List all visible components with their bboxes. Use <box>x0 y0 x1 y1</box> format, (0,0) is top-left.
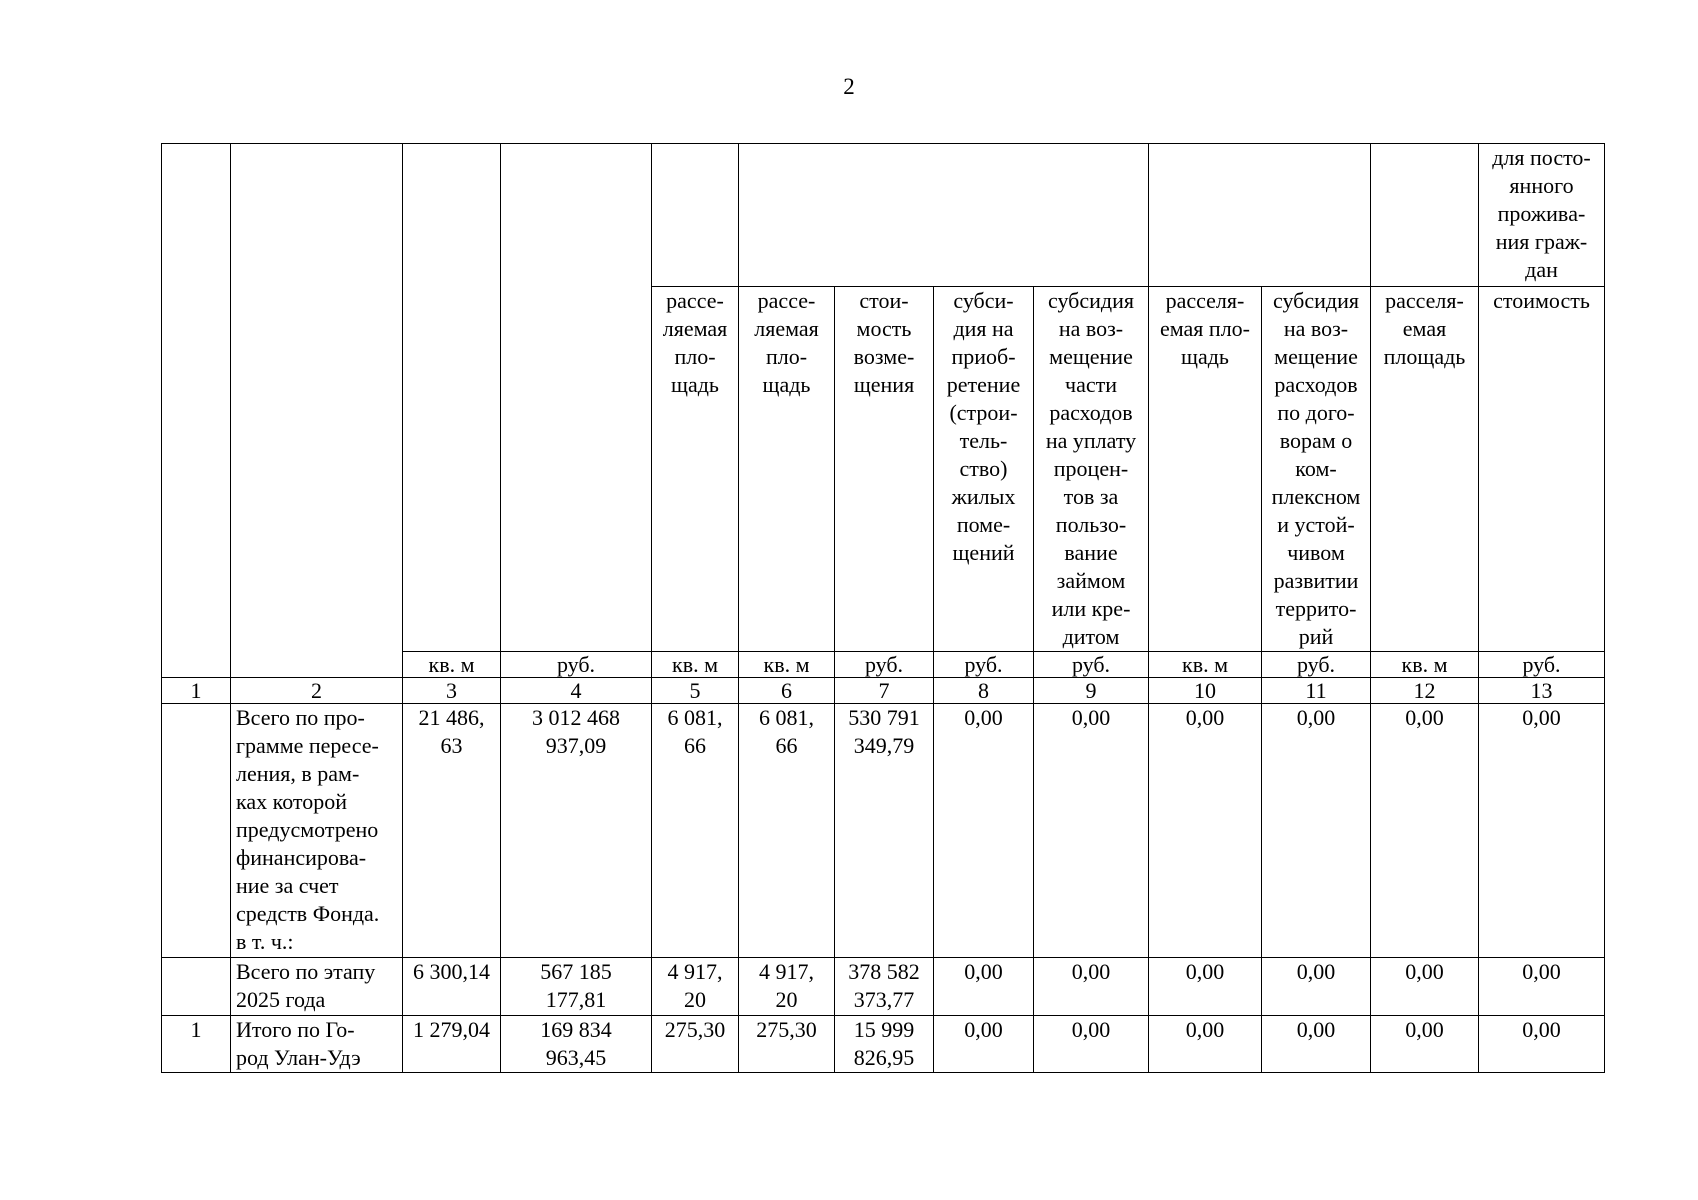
header-group-c6-c9 <box>739 144 1149 287</box>
header-caption-c11: субсидия на воз- мещение расходов по дого- ворам о ком- плексном и устой- чивом развитии террито- рий <box>1262 287 1371 652</box>
table-cell: 530 791 349,79 <box>835 704 934 958</box>
table-cell: 6 081, 66 <box>739 704 835 958</box>
column-number: 5 <box>652 678 739 704</box>
table-cell: 0,00 <box>1371 1016 1479 1073</box>
column-number: 7 <box>835 678 934 704</box>
header-group-c10-c11 <box>1149 144 1371 287</box>
table-cell: 1 279,04 <box>403 1016 501 1073</box>
page-number: 2 <box>843 74 855 99</box>
header-cell-c13-top: для посто- янного проживa- ния граж- дан <box>1479 144 1605 287</box>
unit-c4: руб. <box>501 652 652 678</box>
table-cell: 0,00 <box>1479 704 1605 958</box>
column-number-row <box>162 678 1605 704</box>
resettlement-table <box>161 143 1605 1073</box>
column-number: 2 <box>231 678 403 704</box>
unit-c10: кв. м <box>1149 652 1262 678</box>
table-row <box>162 704 1605 958</box>
table-cell: 0,00 <box>1034 1016 1149 1073</box>
table-row <box>162 958 1605 1016</box>
header-row-top <box>162 144 1605 287</box>
header-caption-c12: расселя- емая площадь <box>1371 287 1479 652</box>
column-number: 9 <box>1034 678 1149 704</box>
row-label: Всего по про- грамме пересе- ления, в рам- ках которой предусмотрено финансирова- ние за счет средств Фонда. в т. ч.: <box>231 704 403 958</box>
header-caption-c13: стоимость <box>1479 287 1605 652</box>
table-cell: 0,00 <box>1262 704 1371 958</box>
table-cell: 0,00 <box>1149 1016 1262 1073</box>
column-number: 12 <box>1371 678 1479 704</box>
column-number: 13 <box>1479 678 1605 704</box>
unit-c8: руб. <box>934 652 1034 678</box>
unit-c13: руб. <box>1479 652 1605 678</box>
header-caption-c8: субси- дия на приоб- ретение (строи- тель- ство) жилых поме- щений <box>934 287 1034 652</box>
header-caption-c9: субсидия на воз- мещение части расходов на уплату процен- тов за пользо- вание займом или кре- дитом <box>1034 287 1149 652</box>
header-caption-c10: расселя- емая пло- щадь <box>1149 287 1262 652</box>
table-cell: 0,00 <box>1371 704 1479 958</box>
unit-c3: кв. м <box>403 652 501 678</box>
header-cell-c4 <box>501 144 652 652</box>
table-cell: 0,00 <box>934 704 1034 958</box>
unit-c9: руб. <box>1034 652 1149 678</box>
table-cell: 4 917, 20 <box>652 958 739 1016</box>
table-cell: 0,00 <box>1479 958 1605 1016</box>
unit-c12: кв. м <box>1371 652 1479 678</box>
column-number: 1 <box>162 678 231 704</box>
table-cell: 15 999 826,95 <box>835 1016 934 1073</box>
header-caption-c7: стои- мость возме- щения <box>835 287 934 652</box>
table-cell: 275,30 <box>652 1016 739 1073</box>
column-number: 8 <box>934 678 1034 704</box>
unit-c11: руб. <box>1262 652 1371 678</box>
column-number: 4 <box>501 678 652 704</box>
header-caption-c6: рассе- ляемая пло- щадь <box>739 287 835 652</box>
header-cell-c1 <box>162 144 231 678</box>
table-cell: 378 582 373,77 <box>835 958 934 1016</box>
table-cell: 169 834 963,45 <box>501 1016 652 1073</box>
table-cell: 0,00 <box>1371 958 1479 1016</box>
table-cell: 0,00 <box>934 958 1034 1016</box>
table-cell: 0,00 <box>1149 958 1262 1016</box>
header-cell-c5-top <box>652 144 739 287</box>
table-cell: 6 081, 66 <box>652 704 739 958</box>
table-cell: 567 185 177,81 <box>501 958 652 1016</box>
table-cell <box>162 704 231 958</box>
row-label: Всего по этапу 2025 года <box>231 958 403 1016</box>
column-number: 10 <box>1149 678 1262 704</box>
header-cell-c2 <box>231 144 403 678</box>
table-cell: 3 012 468 937,09 <box>501 704 652 958</box>
table-cell: 0,00 <box>1262 1016 1371 1073</box>
column-number: 6 <box>739 678 835 704</box>
table-cell: 0,00 <box>1262 958 1371 1016</box>
header-cell-c12-top <box>1371 144 1479 287</box>
table-cell: 1 <box>162 1016 231 1073</box>
table-cell: 0,00 <box>934 1016 1034 1073</box>
table-cell: 0,00 <box>1479 1016 1605 1073</box>
column-number: 11 <box>1262 678 1371 704</box>
header-cell-c3 <box>403 144 501 652</box>
unit-c5: кв. м <box>652 652 739 678</box>
table-cell: 6 300,14 <box>403 958 501 1016</box>
table-cell: 0,00 <box>1149 704 1262 958</box>
table-cell: 275,30 <box>739 1016 835 1073</box>
row-label: Итого по Го- род Улан-Удэ <box>231 1016 403 1073</box>
table-cell: 4 917, 20 <box>739 958 835 1016</box>
header-caption-c5: рассе- ляемая пло- щадь <box>652 287 739 652</box>
table-cell: 0,00 <box>1034 958 1149 1016</box>
table-row <box>162 1016 1605 1073</box>
table-cell: 21 486, 63 <box>403 704 501 958</box>
unit-c6: кв. м <box>739 652 835 678</box>
column-number: 3 <box>403 678 501 704</box>
table-cell: 0,00 <box>1034 704 1149 958</box>
unit-c7: руб. <box>835 652 934 678</box>
table-cell <box>162 958 231 1016</box>
